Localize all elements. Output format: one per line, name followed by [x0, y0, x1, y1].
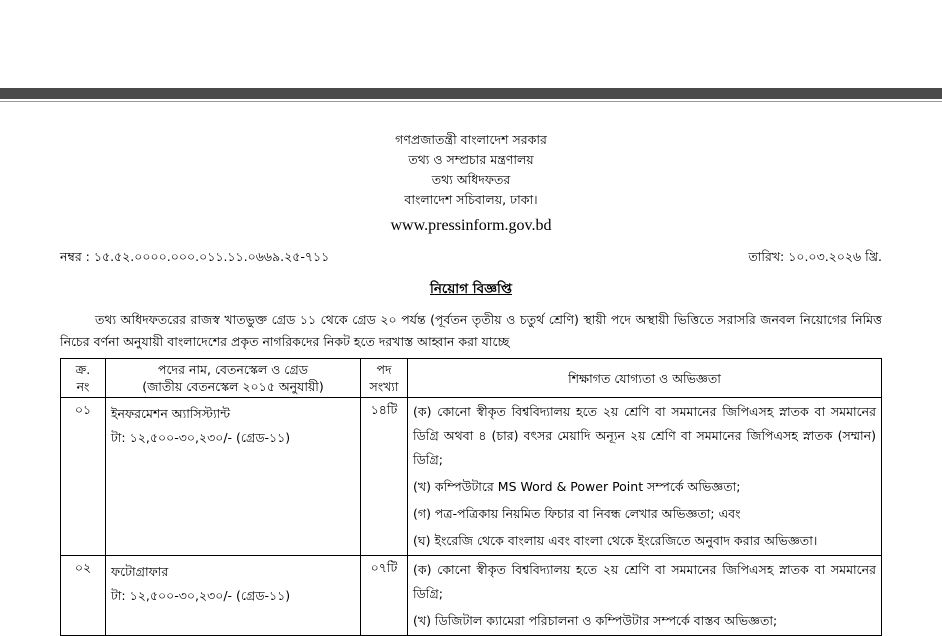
header-department: তথ্য অধিদফতর	[431, 172, 511, 187]
row-post: ফটোগ্রাফার টা: ১২,৫০০-৩০,২৩০/- (গ্রেড-১১)	[106, 556, 361, 636]
header-ministry: তথ্য ও সম্প্রচার মন্ত্রণালয়	[408, 152, 534, 167]
notice-date: তারিখ: ১০.০৩.২০২৬ খ্রি.	[748, 249, 882, 264]
header-website-link[interactable]: www.pressinform.gov.bd	[390, 217, 552, 234]
table-header-row	[61, 359, 882, 398]
row-count: ০৭টি	[361, 556, 408, 636]
top-divider-bar	[0, 88, 942, 99]
table-row	[61, 398, 882, 556]
row-qualifications: (ক) কোনো স্বীকৃত বিশ্ববিদ্যালয় হতে ২য় শ্রেণি বা সমমানের জিপিএসহ স্নাতক বা সমমানের ডিগ্রি অথবা ৪ (চার) বৎসর মেয়াদি অন্যূন ২য় শ্রেণি বা সমমানের জিপিএসহ স্নাতক (সম্মান) ডিগ্রি; (খ) কম্পিউটারে MS Word & Power Point সম্পর্কে অভিজ্ঞতা; (গ) পত্র-পত্রিকায় নিয়মিত ফিচার বা নিবন্ধ লেখার অভিজ্ঞতা; এবং (ঘ) ইংরেজি থেকে বাংলায় এবং বাংলা থেকে ইংরেজিতে অনুবাদ করার অভিজ্ঞতা।	[408, 398, 882, 556]
notice-title: নিয়োগ বিজ্ঞপ্তি	[429, 281, 512, 297]
header-serial: ক্র. নং	[61, 359, 106, 398]
top-divider-line	[0, 101, 942, 102]
row-serial: ০১	[61, 398, 106, 556]
intro-paragraph: তথ্য অধিদফতরের রাজস্ব খাতভুক্ত গ্রেড ১১ থেকে গ্রেড ২০ পর্যন্ত (পূর্বতন তৃতীয় ও চতুর্থ শ্রেণি) স্থায়ী পদে অস্থায়ী ভিত্তিতে সরাসরি জনবল নিয়োগের নিমিত্ত নিচের বর্ণনা অনুযায়ী বাংলাদেশের প্রকৃত নাগরিকদের নিকট হতে দরখাস্ত আহ্বান করা যাচ্ছে	[60, 312, 882, 349]
row-post: ইনফরমেশন অ্যাসিস্ট্যান্ট টা: ১২,৫০০-৩০,২৩০/- (গ্রেড-১১)	[106, 398, 361, 556]
vacancy-table	[60, 358, 882, 636]
header-post: পদের নাম, বেতনস্কেল ও গ্রেড (জাতীয় বেতনস্কেল ২০১৫ অনুযায়ী)	[106, 359, 361, 398]
header-government: গণপ্রজাতন্ত্রী বাংলাদেশ সরকার	[395, 132, 547, 147]
row-count: ১৪টি	[361, 398, 408, 556]
table-row	[61, 556, 882, 636]
memo-number: নম্বর : ১৫.৫২.০০০০.০০০.০১১.১১.০৬৬৯.২৫-৭১১	[60, 249, 330, 264]
header-qualification: শিক্ষাগত যোগ্যতা ও অভিজ্ঞতা	[408, 359, 882, 398]
header-count: পদ সংখ্যা	[361, 359, 408, 398]
header-address: বাংলাদেশ সচিবালয়, ঢাকা।	[404, 192, 538, 207]
row-serial: ০২	[61, 556, 106, 636]
row-qualifications: (ক) কোনো স্বীকৃত বিশ্ববিদ্যালয় হতে ২য় শ্রেণি বা সমমানের জিপিএসহ স্নাতক বা সমমানের ডিগ্রি; (খ) ডিজিটাল ক্যামেরা পরিচালনা ও কম্পিউটার সম্পর্কে বাস্তব অভিজ্ঞতা;	[408, 556, 882, 636]
